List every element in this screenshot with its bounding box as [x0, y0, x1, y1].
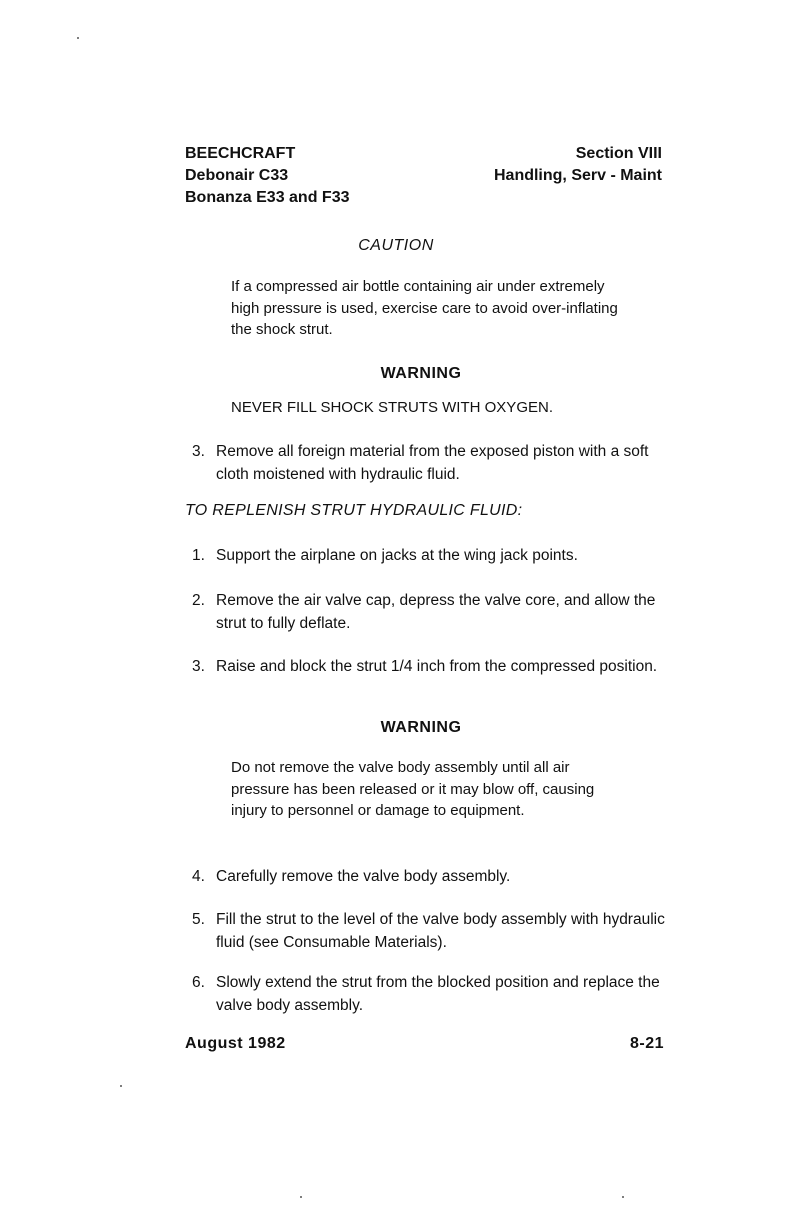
warning-text-2: Do not remove the valve body assembly until all air pressure has been released or it may blow off, causing injury to personnel or damage to equipment.: [231, 759, 595, 819]
scan-speck: [622, 1196, 624, 1198]
step-item-3-piston: [192, 441, 672, 486]
step-item-2: [192, 590, 672, 635]
step-number: 3.: [192, 658, 205, 675]
step-item-4: [192, 866, 672, 889]
model-line-1: Debonair C33: [185, 167, 289, 184]
step-text: Slowly extend the strut from the blocked position and replace the valve body assembly.: [216, 974, 660, 1014]
page-number: 8-21: [629, 1035, 664, 1052]
scan-speck: [77, 37, 79, 39]
step-text: Support the airplane on jacks at the wing jack points.: [216, 547, 578, 564]
caution-heading: CAUTION: [358, 237, 434, 254]
model-line-2: Bonanza E33 and F33: [185, 189, 350, 206]
step-item-1: [192, 545, 672, 568]
step-text: Carefully remove the valve body assembly.: [216, 868, 511, 885]
section-name: Handling, Serv - Maint: [493, 167, 662, 184]
step-text: Remove the air valve cap, depress the valve core, and allow the strut to fully deflate.: [216, 592, 656, 632]
step-text: Raise and block the strut 1/4 inch from the compressed position.: [216, 658, 658, 675]
step-number: 5.: [192, 911, 205, 928]
warning-heading-2: WARNING: [380, 719, 462, 736]
step-number: 1.: [192, 547, 205, 564]
manufacturer-name: BEECHCRAFT: [185, 145, 296, 162]
step-item-6: [192, 972, 672, 1017]
caution-text: If a compressed air bottle containing air under extremely high pressure is used, exercise care to avoid over-inflating the shock strut.: [231, 278, 618, 338]
publication-date: August 1982: [185, 1035, 286, 1052]
step-number: 4.: [192, 868, 205, 885]
header-right: [494, 143, 662, 187]
step-text: Remove all foreign material from the exposed piston with a soft cloth moistened with hydraulic fluid.: [216, 443, 649, 483]
step-number: 3.: [192, 443, 205, 460]
scan-speck: [300, 1196, 302, 1198]
step-number: 6.: [192, 974, 205, 991]
step-item-5: [192, 909, 672, 954]
section-number: Section VIII: [575, 145, 662, 162]
procedure-title: TO REPLENISH STRUT HYDRAULIC FLUID:: [185, 502, 523, 519]
header-left: [185, 143, 350, 209]
step-text: Fill the strut to the level of the valve body assembly with hydraulic fluid (see Consumable Materials).: [216, 911, 665, 951]
scan-speck: [120, 1085, 122, 1087]
warning-text-1: NEVER FILL SHOCK STRUTS WITH OXYGEN.: [231, 399, 553, 416]
step-number: 2.: [192, 592, 205, 609]
warning-heading-1: WARNING: [380, 365, 462, 382]
step-item-3: [192, 656, 672, 679]
